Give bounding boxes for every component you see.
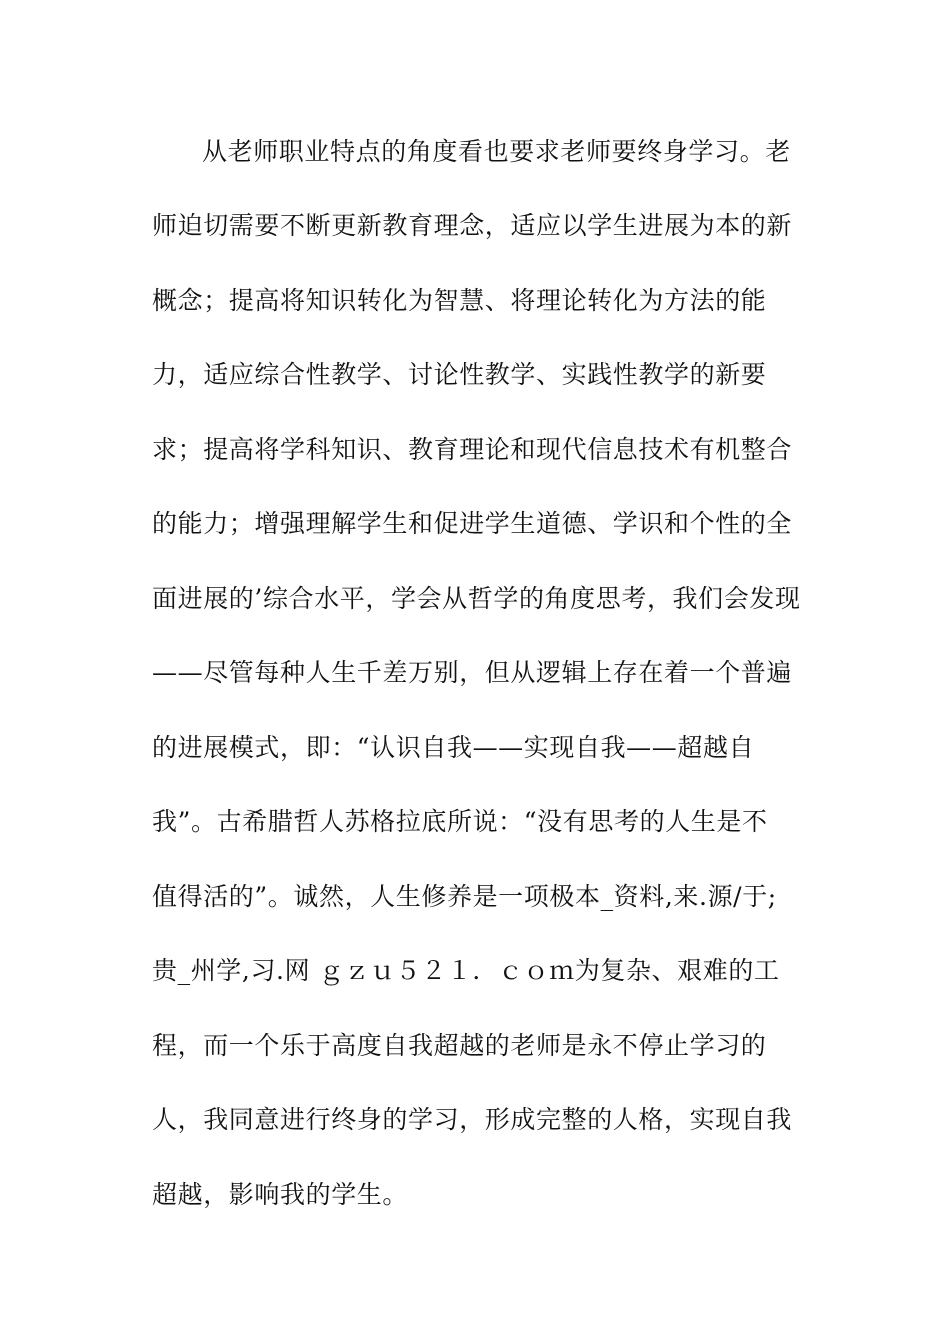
- paragraph-line-8: ——尽管每种人生千差万别，但从逻辑上存在着一个普遍: [152, 658, 793, 687]
- paragraph-line-2: 师迫切需要不断更新教育理念，适应以学生进展为本的新: [152, 211, 793, 240]
- paragraph-line-13: 程，而一个乐于高度自我超越的老师是永不停止学习的: [152, 1031, 767, 1060]
- paragraph-line-9: 的进展模式，即：“认识自我——实现自我——超越自: [152, 733, 755, 762]
- paragraph-line-11: 值得活的”。诚然，人生修养是一项极本_资料,来.源/于;: [152, 882, 777, 911]
- paragraph-line-1: 从老师职业特点的角度看也要求老师要终身学习。老: [202, 137, 791, 166]
- paragraph-line-3: 概念；提高将知识转化为智慧、将理论转化为方法的能: [152, 286, 767, 315]
- paragraph-line-6: 的能力；增强理解学生和促进学生道德、学识和个性的全: [152, 509, 793, 538]
- paragraph-line-14: 人，我同意进行终身的学习，形成完整的人格，实现自我: [152, 1105, 793, 1134]
- paragraph-line-4: 力，适应综合性教学、讨论性教学、实践性教学的新要: [152, 360, 767, 389]
- paragraph-line-15: 超越，影响我的学生。: [152, 1180, 409, 1209]
- paragraph-line-5: 求；提高将学科知识、教育理论和现代信息技术有机整合: [152, 435, 793, 464]
- paragraph-line-12: 贵_州学,习.网 ｇｚｕ５２１．ｃｏｍ为复杂、艰难的工: [152, 956, 780, 985]
- paragraph-line-10: 我”。古希腊哲人苏格拉底所说：“没有思考的人生是不: [152, 807, 768, 836]
- paragraph-line-7: 面进展的’综合水平，学会从哲学的角度思考，我们会发现: [152, 584, 801, 613]
